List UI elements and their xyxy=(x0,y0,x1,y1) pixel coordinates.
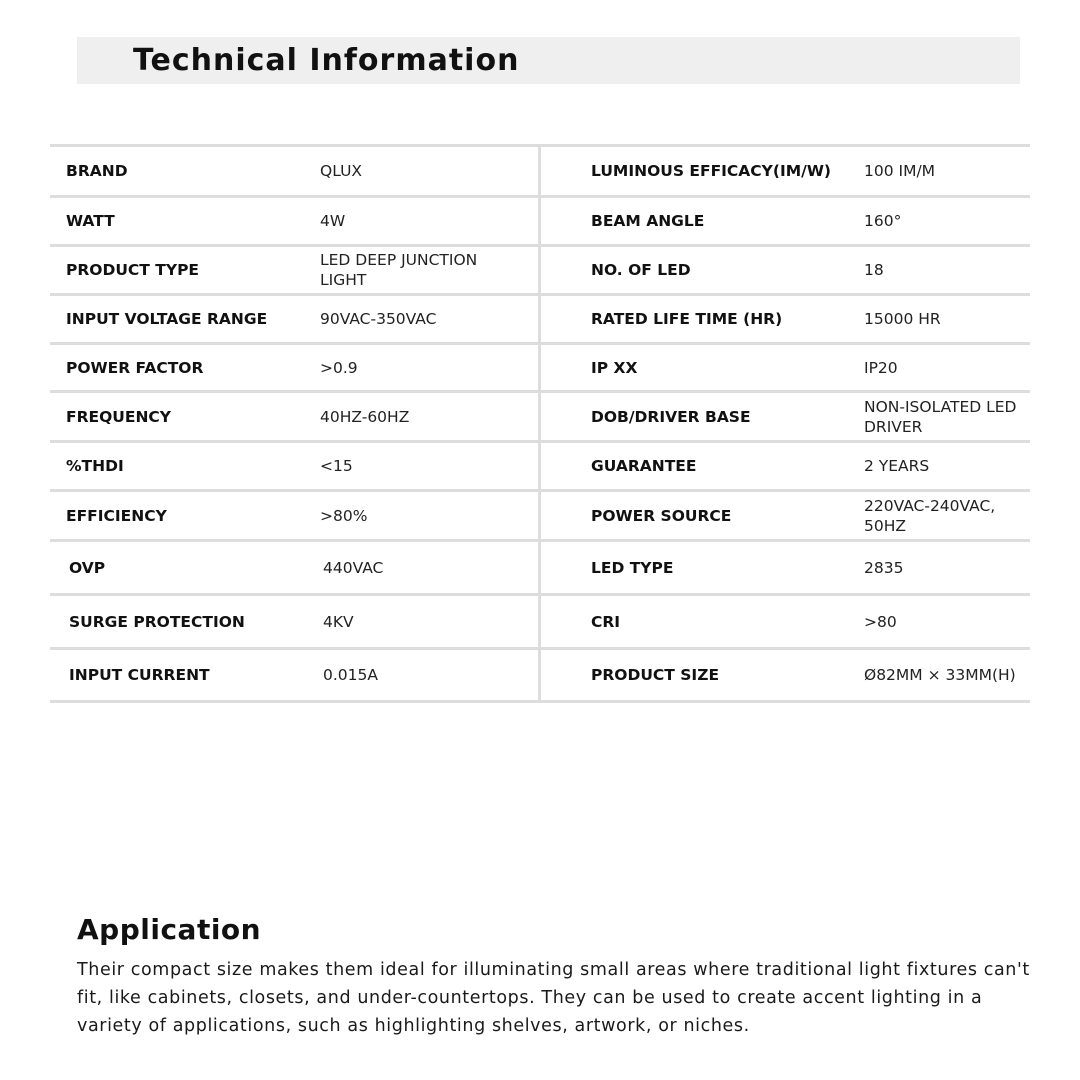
spec-left-label-9: SURGE PROTECTION xyxy=(69,612,245,631)
spec-right-value-10: Ø82MM × 33MM(H) xyxy=(864,666,1016,684)
spec-right-value-5: NON-ISOLATED LED DRIVER xyxy=(864,397,1017,436)
spec-table xyxy=(50,144,1030,704)
spec-right-value-8: 2835 xyxy=(864,558,904,577)
spec-left-value-7: >80% xyxy=(320,506,368,525)
row-divider xyxy=(50,700,1030,703)
spec-left-label-7: EFFICIENCY xyxy=(66,506,167,525)
spec-left-value-10: 0.015A xyxy=(323,666,378,684)
spec-left-value-9: 4KV xyxy=(323,612,354,631)
application-heading: Application xyxy=(77,913,262,946)
spec-left-value-3: 90VAC-350VAC xyxy=(320,310,437,328)
spec-left-value-2: LED DEEP JUNCTION LIGHT xyxy=(320,251,478,289)
spec-left-label-6: %THDI xyxy=(66,457,124,475)
spec-right-label-8: LED TYPE xyxy=(591,558,674,577)
spec-right-label-7: POWER SOURCE xyxy=(591,506,732,525)
application-text: Their compact size makes them ideal for illuminating small areas where traditional light fixtures can't fit, like cabinets, closets, and under-countertops. They can be used to create accent lighting in a variety of applications, such as highlighting shelves, artwork, or niches. xyxy=(77,960,1030,1036)
spec-right-value-6: 2 YEARS xyxy=(864,457,930,475)
spec-right-value-9: >80 xyxy=(864,612,897,631)
application-section xyxy=(77,910,1037,1040)
spec-right-label-3: RATED LIFE TIME (HR) xyxy=(591,310,783,328)
spec-right-label-0: LUMINOUS EFFICACY(IM/W) xyxy=(591,162,832,180)
spec-left-label-8: OVP xyxy=(69,558,106,577)
spec-left-value-4: >0.9 xyxy=(320,358,358,377)
spec-right-label-9: CRI xyxy=(591,612,621,631)
spec-left-label-5: FREQUENCY xyxy=(66,407,172,426)
spec-left-value-5: 40HZ-60HZ xyxy=(320,407,410,426)
spec-right-value-4: IP20 xyxy=(864,358,898,377)
header-bar xyxy=(77,37,1020,84)
spec-left-label-1: WATT xyxy=(66,212,115,230)
spec-right-label-2: NO. OF LED xyxy=(591,261,691,279)
spec-left-label-3: INPUT VOLTAGE RANGE xyxy=(66,310,268,328)
spec-left-label-4: POWER FACTOR xyxy=(66,358,204,377)
spec-right-label-1: BEAM ANGLE xyxy=(591,212,705,230)
spec-right-value-3: 15000 HR xyxy=(864,310,941,328)
spec-right-label-5: DOB/DRIVER BASE xyxy=(591,407,751,426)
spec-left-label-0: BRAND xyxy=(66,162,128,180)
spec-right-value-1: 160° xyxy=(864,212,902,230)
spec-left-label-10: INPUT CURRENT xyxy=(69,666,210,684)
spec-right-value-2: 18 xyxy=(864,261,884,279)
spec-left-value-1: 4W xyxy=(320,212,346,230)
spec-right-label-6: GUARANTEE xyxy=(591,457,697,475)
page-title: Technical Information xyxy=(133,43,520,78)
spec-left-value-6: <15 xyxy=(320,457,353,475)
spec-right-label-4: IP XX xyxy=(591,358,638,377)
column-divider xyxy=(538,144,541,702)
spec-left-value-8: 440VAC xyxy=(323,558,384,577)
spec-left-label-2: PRODUCT TYPE xyxy=(66,261,200,279)
spec-left-value-0: QLUX xyxy=(320,162,363,180)
spec-right-value-0: 100 IM/M xyxy=(864,162,936,180)
spec-right-value-7: 220VAC-240VAC, 50HZ xyxy=(864,496,996,535)
spec-right-label-10: PRODUCT SIZE xyxy=(591,666,720,684)
